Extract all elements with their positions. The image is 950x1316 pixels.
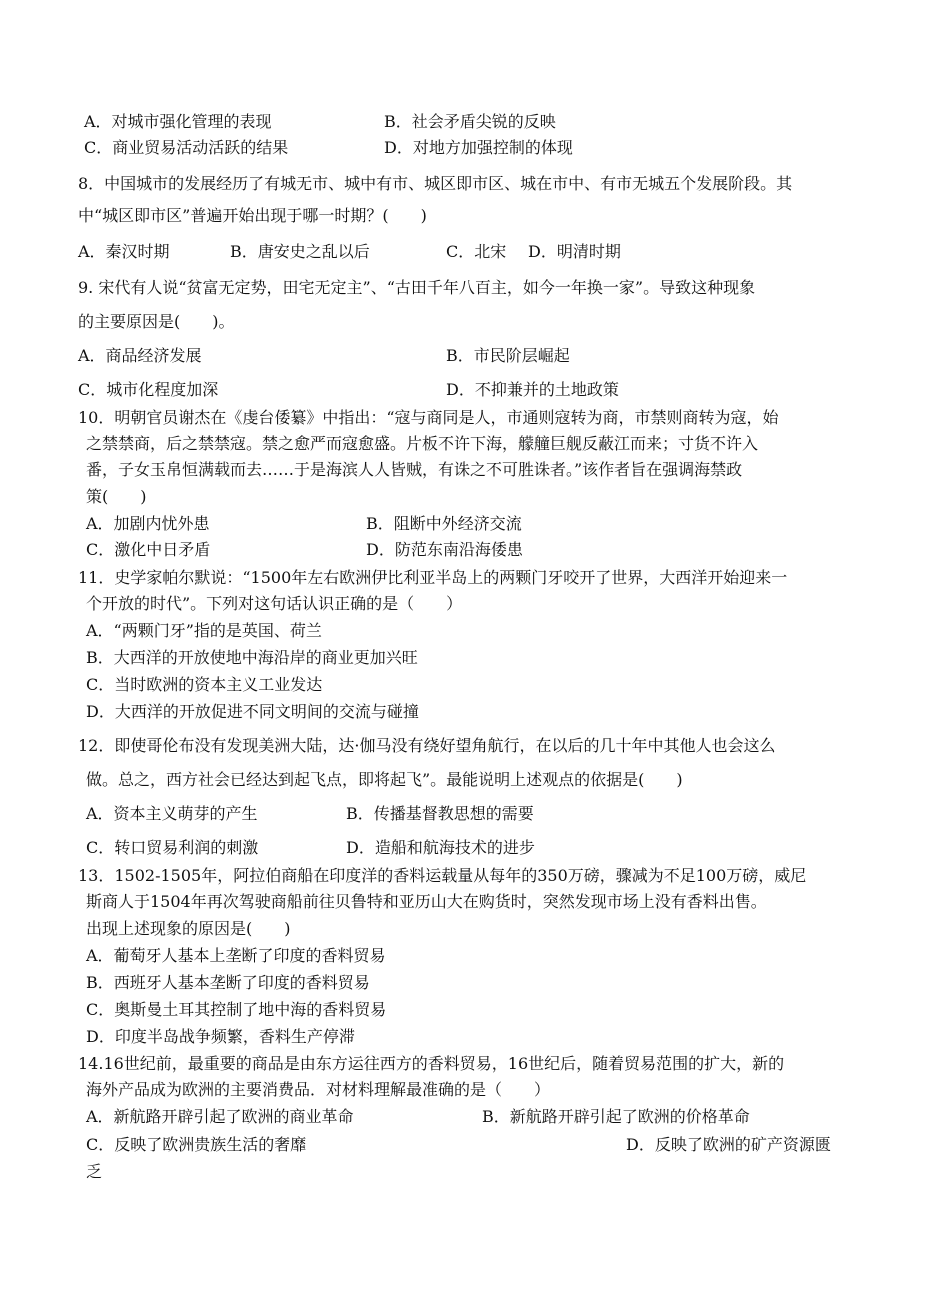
option-a: A．“两颗门牙”指的是英国、荷兰 bbox=[86, 621, 322, 640]
option-c: C．激化中日矛盾 bbox=[86, 540, 211, 559]
option-a: A．资本主义萌芽的产生 bbox=[86, 804, 258, 823]
option-a: A．商品经济发展 bbox=[78, 346, 202, 365]
option-b: B．社会矛盾尖锐的反映 bbox=[384, 112, 556, 131]
option-a: A．葡萄牙人基本上垄断了印度的香料贸易 bbox=[86, 946, 386, 965]
question-stem-line: 13．1502-1505年，阿拉伯商船在印度洋的香料运载量从每年的350万磅，骤减为不足100万磅，威尼 bbox=[78, 866, 807, 885]
option-c: C．当时欧洲的资本主义工业发达 bbox=[86, 675, 323, 694]
question-stem-line: 之禁禁商，后之禁禁寇。禁之愈严而寇愈盛。片板不许下海，艨艟巨舰反蔽江而来；寸货不许入 bbox=[86, 434, 759, 453]
option-c: C．转口贸易利润的刺激 bbox=[86, 838, 259, 857]
option-a: A．加剧内忧外患 bbox=[86, 514, 210, 533]
question-stem-line: 番，子女玉帛恒满载而去……于是海滨人人皆贼，有诛之不可胜诛者。”该作者旨在强调海禁政 bbox=[86, 460, 743, 479]
option-c: C．反映了欧洲贵族生活的奢靡 bbox=[86, 1135, 307, 1154]
question-stem-line: 斯商人于1504年再次驾驶商船前往贝鲁特和亚历山大在购货时，突然发现市场上没有香料出售。 bbox=[86, 892, 767, 911]
option-d-continuation: 乏 bbox=[86, 1162, 103, 1181]
option-c: C．商业贸易活动活跃的结果 bbox=[84, 138, 289, 157]
option-a: A．对城市强化管理的表现 bbox=[84, 112, 272, 131]
option-c: C．城市化程度加深 bbox=[78, 380, 219, 399]
question-stem-line: 11．史学家帕尔默说：“1500年左右欧洲伊比利亚半岛上的两颗门牙咬开了世界，大西洋开始迎来一 bbox=[78, 568, 788, 587]
question-stem-line: 的主要原因是( )。 bbox=[78, 312, 235, 331]
option-b: B．阻断中外经济交流 bbox=[366, 514, 522, 533]
question-stem-line: 8．中国城市的发展经历了有城无市、城中有市、城区即市区、城在市中、有市无城五个发展阶段。其 bbox=[78, 174, 793, 193]
option-b: B．传播基督教思想的需要 bbox=[346, 804, 534, 823]
question-stem-line: 个开放的时代”。下列对这句话认识正确的是（ ） bbox=[86, 594, 463, 613]
question-stem-line: 14.16世纪前，最重要的商品是由东方运往西方的香料贸易，16世纪后，随着贸易范围的扩大，新的 bbox=[78, 1054, 785, 1073]
question-stem-line: 12．即使哥伦布没有发现美洲大陆，达·伽马没有绕好望角航行，在以后的几十年中其他人也会这么 bbox=[78, 736, 776, 755]
option-b: B．大西洋的开放使地中海沿岸的商业更加兴旺 bbox=[86, 648, 418, 667]
option-d: D．大西洋的开放促进不同文明间的交流与碰撞 bbox=[86, 702, 419, 721]
option-c: C．奥斯曼土耳其控制了地中海的香料贸易 bbox=[86, 1000, 387, 1019]
question-stem-line: 海外产品成为欧洲的主要消费品．对材料理解最准确的是（ ） bbox=[86, 1080, 551, 1099]
question-stem-line: 策( ) bbox=[86, 487, 147, 506]
option-b: B．市民阶层崛起 bbox=[446, 346, 570, 365]
option-a: A．新航路开辟引起了欧洲的商业革命 bbox=[86, 1107, 354, 1126]
option-b: B．唐安史之乱以后 bbox=[230, 242, 370, 261]
question-stem-line: 出现上述现象的原因是( ) bbox=[86, 919, 291, 938]
question-stem-line: 中“城区即市区”普遍开始出现于哪一时期？( ) bbox=[78, 206, 427, 225]
option-c: C．北宋 bbox=[446, 242, 507, 261]
option-d: D．造船和航海技术的进步 bbox=[346, 838, 535, 857]
option-b: B．新航路开辟引起了欧洲的价格革命 bbox=[482, 1107, 750, 1126]
option-a: A．秦汉时期 bbox=[78, 242, 170, 261]
option-d: D．对地方加强控制的体现 bbox=[384, 138, 573, 157]
option-d: D．明清时期 bbox=[528, 242, 621, 261]
option-d: D．防范东南沿海倭患 bbox=[366, 540, 523, 559]
option-d: D．印度半岛战争频繁，香料生产停滞 bbox=[86, 1027, 355, 1046]
question-stem-line: 做。总之，西方社会已经达到起飞点，即将起飞”。最能说明上述观点的依据是( ) bbox=[86, 770, 683, 789]
option-b: B．西班牙人基本垄断了印度的香料贸易 bbox=[86, 973, 370, 992]
question-stem-line: 10．明朝官员谢杰在《虔台倭纂》中指出：“寇与商同是人，市通则寇转为商，市禁则商转为寇，始 bbox=[78, 408, 779, 427]
question-stem-line: 9. 宋代有人说“贫富无定势，田宅无定主”、“古田千年八百主，如今一年换一家”。导致这种现象 bbox=[78, 278, 756, 297]
option-d: D．反映了欧洲的矿产资源匮 bbox=[626, 1135, 831, 1154]
option-d: D．不抑兼并的土地政策 bbox=[446, 380, 619, 399]
